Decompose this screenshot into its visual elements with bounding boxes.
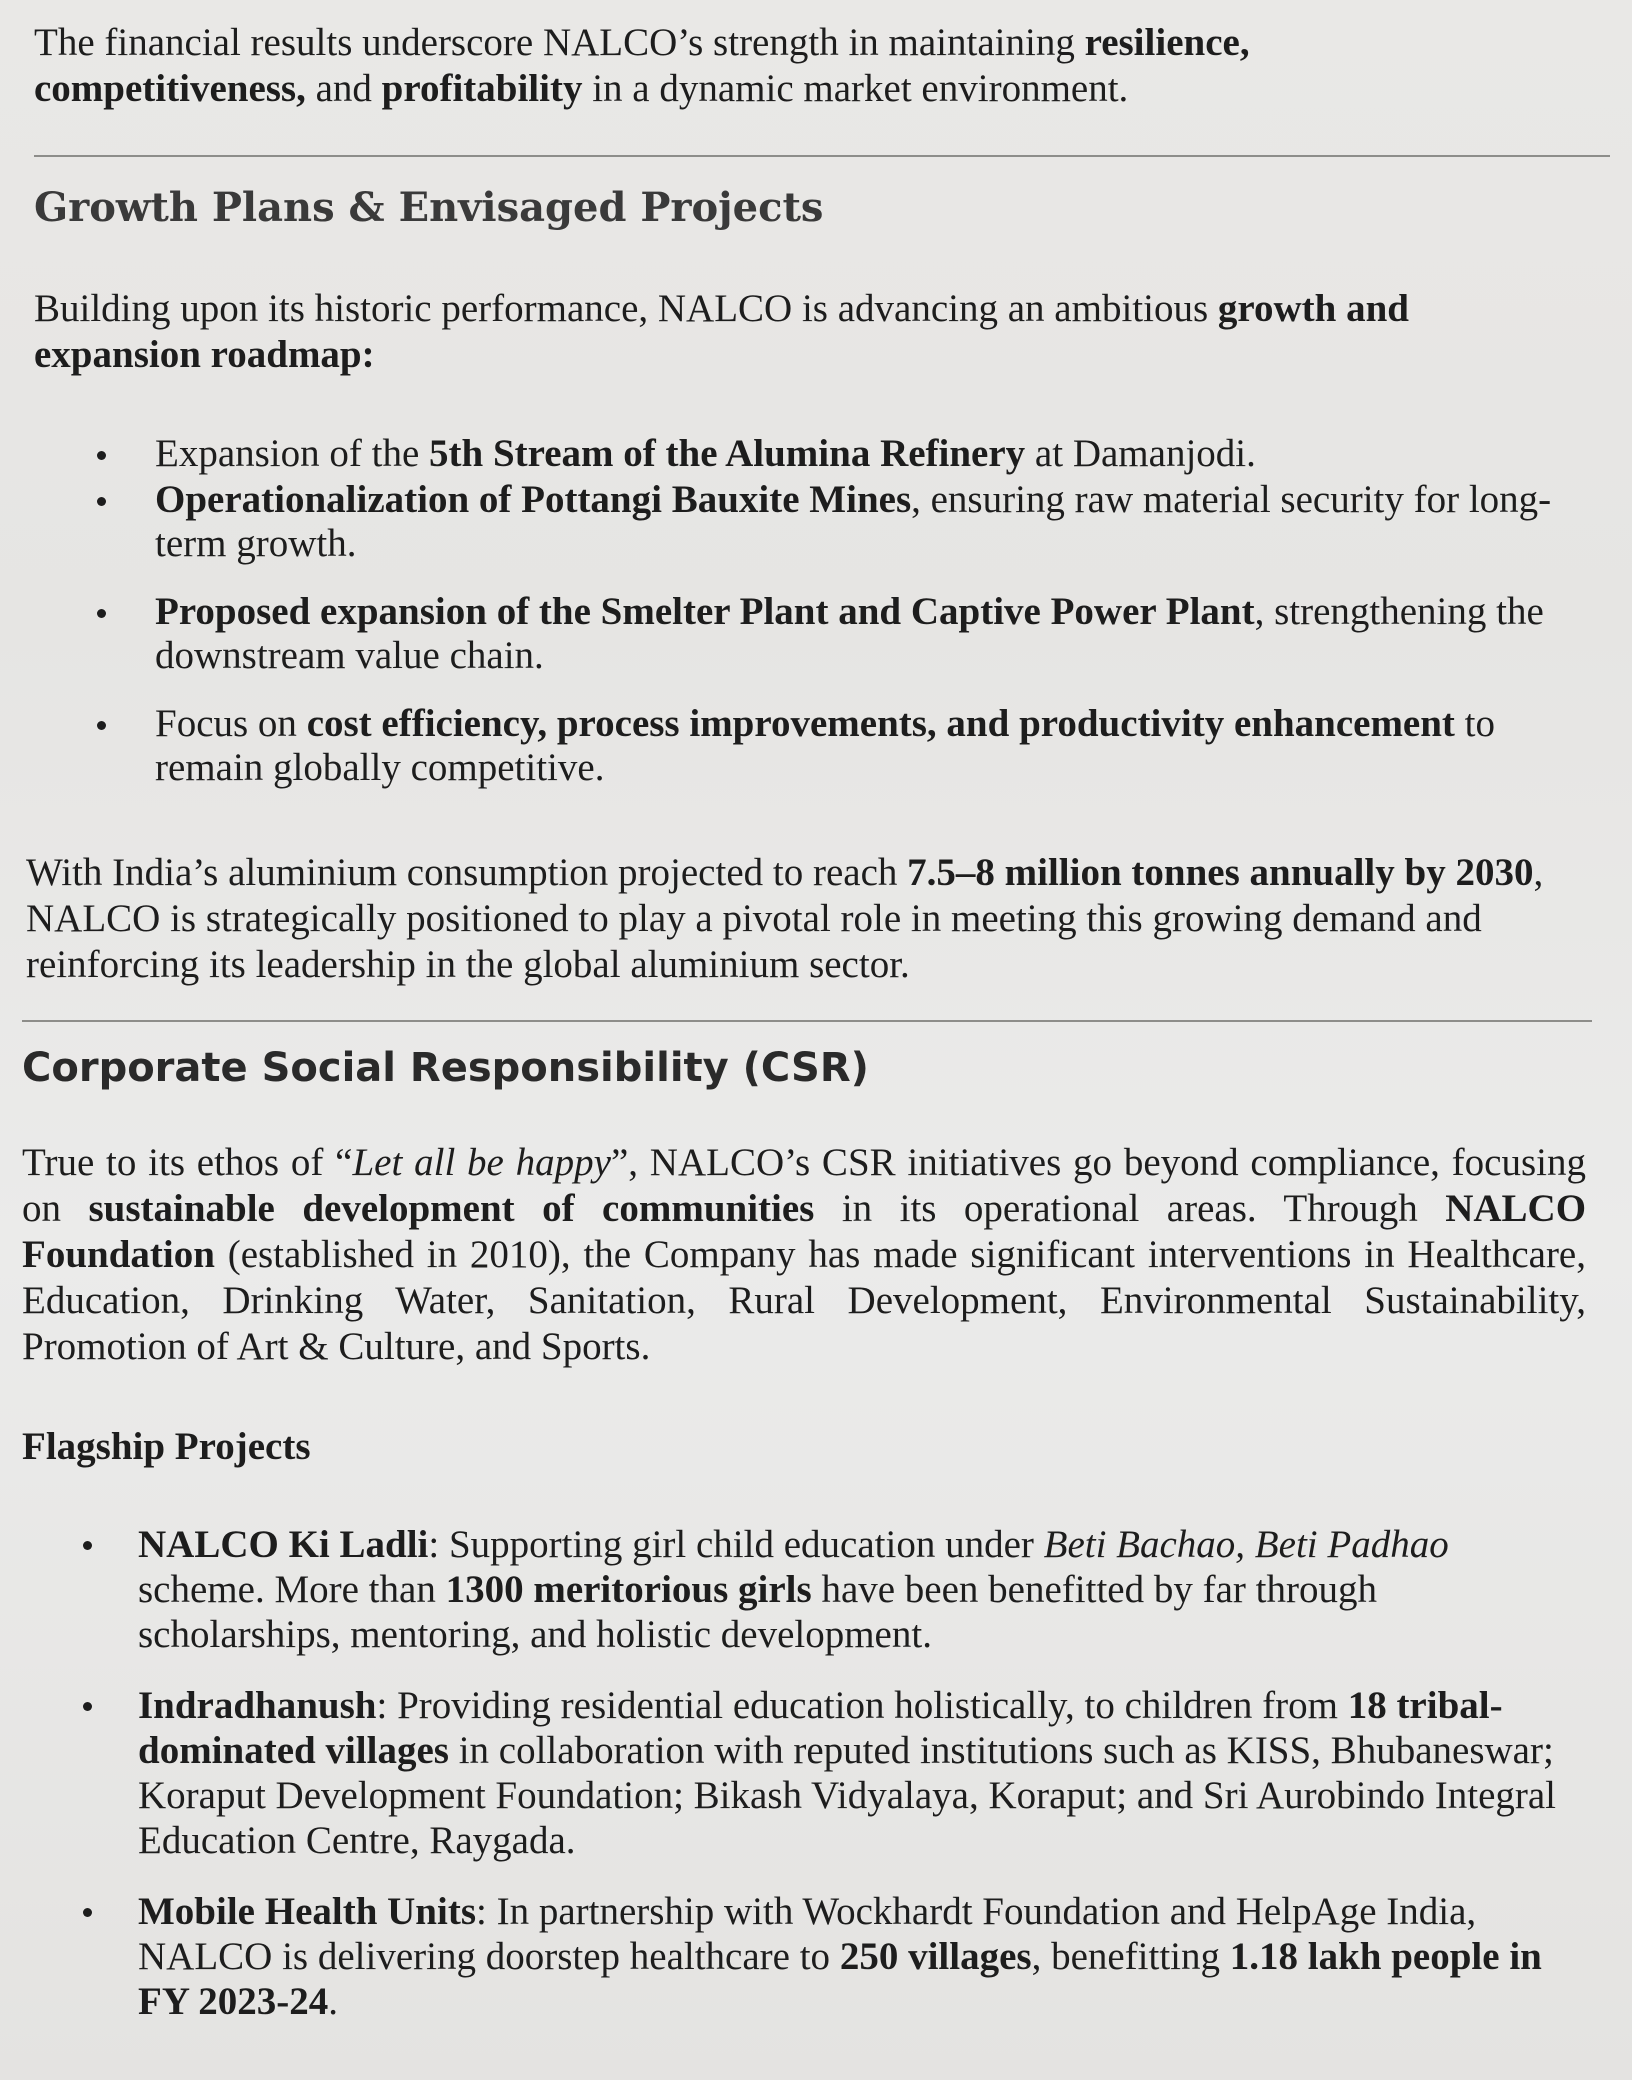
growth-intro-text: Building upon its historic performance, NALCO is advancing an ambitious xyxy=(34,287,1218,330)
csr-intro-paragraph xyxy=(22,1140,1586,1370)
closing-emphasis: 7.5–8 million tonnes annually by 2030 xyxy=(907,851,1534,894)
bullet-text: Expansion of the xyxy=(155,432,430,475)
csr-motto: Let all be happy xyxy=(352,1141,611,1184)
csr-text: True to its ethos of “ xyxy=(22,1141,353,1184)
intro-text: in a dynamic market environment. xyxy=(582,67,1129,110)
bullet-icon xyxy=(97,451,106,460)
closing-text: , NALCO is strategically positioned to play a pivotal role in meeting this growing demand and reinforcing its leadership in the global aluminium sector. xyxy=(26,851,1544,986)
csr-text: ”, NALCO’s CSR initiatives go beyond compliance, focusing on xyxy=(22,1141,1586,1230)
csr-section-heading: Corporate Social Responsibility (CSR) xyxy=(22,1045,869,1091)
bullet-text: to remain globally competitive. xyxy=(155,702,1496,789)
growth-bullet-list xyxy=(155,432,1585,790)
growth-closing-paragraph xyxy=(26,850,1556,988)
growth-bullet-item xyxy=(155,702,1585,790)
flagship-scheme: Beti Bachao, Beti Padhao xyxy=(1043,1523,1449,1566)
intro-text: The financial results underscore NALCO’s strength in maintaining xyxy=(34,21,1085,64)
flagship-emphasis: 1300 meritorious girls xyxy=(445,1568,812,1611)
csr-emphasis: sustainable development of communities xyxy=(88,1187,815,1230)
bullet-text: , strengthening the downstream value chain. xyxy=(155,590,1544,677)
flagship-text: , benefitting xyxy=(1031,1935,1230,1978)
growth-bullet-item xyxy=(155,478,1585,566)
csr-text: in its operational areas. Through xyxy=(814,1187,1446,1230)
flagship-projects-heading: Flagship Projects xyxy=(22,1425,311,1468)
bullet-text: at Damanjodi. xyxy=(1025,432,1256,475)
flagship-title: NALCO Ki Ladli xyxy=(138,1523,429,1566)
intro-text: and xyxy=(305,67,382,110)
csr-emphasis: NALCO Foundation xyxy=(22,1187,1587,1276)
flagship-text: : Supporting girl child education under xyxy=(428,1523,1044,1566)
intro-emphasis: resilience, competitiveness, xyxy=(34,21,1250,110)
intro-paragraph xyxy=(34,20,1364,112)
flagship-text: : Providing residential education holistically, to children from xyxy=(376,1684,1348,1727)
bullet-emphasis: Proposed expansion of the Smelter Plant and Captive Power Plant xyxy=(155,590,1255,633)
flagship-text: have been benefitted by far through scholarships, mentoring, and holistic development. xyxy=(138,1568,1377,1656)
bullet-icon xyxy=(97,497,106,506)
bullet-icon xyxy=(97,721,106,730)
bullet-text: Focus on xyxy=(155,702,307,745)
flagship-bullet-item xyxy=(138,1522,1578,1657)
csr-text: (established in 2010), the Company has made significant interventions in Healthcare, Education, Drinking Water, Sanitation, Rural Development, Environmental Sustainability, Promotion of Art & Culture, and Sports. xyxy=(22,1233,1586,1368)
bullet-icon xyxy=(97,609,106,618)
bullet-text: , ensuring raw material security for long-term growth. xyxy=(155,478,1552,565)
flagship-title: Indradhanush xyxy=(138,1684,377,1727)
growth-bullet-item xyxy=(155,432,1585,476)
growth-intro-paragraph xyxy=(34,286,1534,378)
bullet-icon xyxy=(83,1702,92,1711)
section-divider xyxy=(22,1020,1592,1022)
flagship-text: : In partnership with Wockhardt Foundation and HelpAge India, NALCO is delivering doorstep healthcare to xyxy=(138,1890,1477,1978)
flagship-emphasis: 250 villages xyxy=(839,1935,1032,1978)
bullet-icon xyxy=(83,1541,92,1550)
flagship-text: scheme. More than xyxy=(138,1568,446,1611)
flagship-text: . xyxy=(328,1980,339,2023)
bullet-emphasis: cost efficiency, process improvements, and productivity enhancement xyxy=(306,702,1455,745)
bullet-icon xyxy=(83,1908,92,1917)
section-divider xyxy=(34,155,1610,157)
flagship-emphasis: 1.18 lakh people in FY 2023-24 xyxy=(138,1935,1542,2023)
flagship-bullet-item xyxy=(138,1889,1578,2024)
growth-section-heading: Growth Plans & Envisaged Projects xyxy=(34,184,824,231)
flagship-bullet-item xyxy=(138,1683,1578,1863)
intro-emphasis: profitability xyxy=(381,67,583,110)
closing-text: With India’s aluminium consumption projected to reach xyxy=(26,851,908,894)
flagship-emphasis: 18 tribal-dominated villages xyxy=(138,1684,1503,1772)
flagship-text: in collaboration with reputed institutions such as KISS, Bhubaneswar; Koraput Development Foundation; Bikash Vidyalaya, Koraput; and Sri Aurobindo Integral Education Centre, Raygada. xyxy=(138,1729,1557,1862)
bullet-emphasis: Operationalization of Pottangi Bauxite Mines xyxy=(155,478,912,521)
growth-bullet-item xyxy=(155,590,1585,678)
growth-intro-emphasis: growth and expansion roadmap: xyxy=(34,287,1409,376)
flagship-bullet-list xyxy=(138,1522,1578,2024)
flagship-title: Mobile Health Units xyxy=(138,1890,476,1933)
bullet-emphasis: 5th Stream of the Alumina Refinery xyxy=(429,432,1026,475)
